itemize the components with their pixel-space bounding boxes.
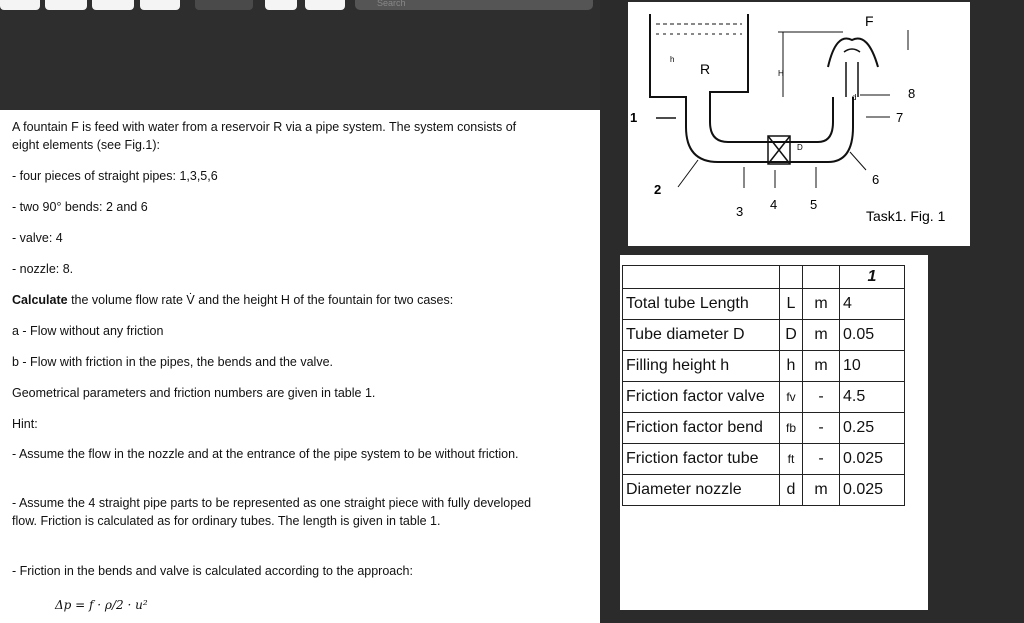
formula: Δp = f · ρ/2 · u² — [55, 598, 148, 612]
table-row — [623, 444, 905, 475]
toolbar — [0, 0, 600, 110]
table-row — [623, 475, 905, 506]
calculate-rest: the volume flow rate V̇ and the height H of the fountain for two cases: — [67, 293, 454, 307]
row-symbol: ft — [780, 444, 803, 475]
row-unit: m — [803, 351, 840, 382]
table-header-row — [623, 266, 905, 289]
hint-1: - Assume the flow in the nozzle and at the entrance of the pipe system to be without friction. — [12, 447, 519, 461]
row-name: Friction factor bend — [623, 413, 780, 444]
label-1: 1 — [630, 110, 638, 125]
document-page — [0, 110, 600, 623]
row-unit: - — [803, 413, 840, 444]
row-symbol: L — [780, 289, 803, 320]
search-input[interactable]: Search — [355, 0, 593, 10]
row-unit: - — [803, 382, 840, 413]
row-value: 4 — [840, 289, 905, 320]
label-F: F — [865, 13, 874, 29]
fountain-diagram — [628, 2, 970, 246]
hint-3: - Friction in the bends and valve is calculated according to the approach: — [12, 564, 413, 578]
row-name: Friction factor valve — [623, 382, 780, 413]
row-symbol: h — [780, 351, 803, 382]
label-H: H — [778, 69, 784, 78]
figure-panel — [628, 2, 970, 246]
label-5: 5 — [810, 197, 818, 212]
label-d: d — [852, 93, 857, 102]
row-symbol: fb — [780, 413, 803, 444]
zoom-out-button[interactable] — [45, 0, 87, 10]
table-row — [623, 289, 905, 320]
list-item: - nozzle: 8. — [12, 262, 74, 276]
label-h: h — [670, 55, 675, 64]
zoom-in-button[interactable] — [92, 0, 134, 10]
share-button[interactable] — [140, 0, 180, 10]
label-D: D — [797, 143, 803, 152]
hint-2: - Assume the 4 straight pipe parts to be represented as one straight piece with fully developed flow. Friction is calculated as for ordinary tubes. The length is given in table 1. — [12, 496, 532, 528]
calculate-text — [12, 291, 552, 309]
label-6: 6 — [872, 172, 880, 187]
label-7: 7 — [896, 110, 904, 125]
hint-title: Hint: — [12, 417, 38, 431]
sidebar-toggle-button[interactable] — [0, 0, 40, 10]
table-header-cell — [803, 266, 840, 289]
row-value: 4.5 — [840, 382, 905, 413]
label-R: R — [700, 61, 711, 77]
row-unit: m — [803, 320, 840, 351]
table-row — [623, 413, 905, 444]
label-3: 3 — [736, 204, 744, 219]
row-value: 0.025 — [840, 444, 905, 475]
table-row — [623, 320, 905, 351]
highlight-button[interactable] — [305, 0, 345, 10]
row-unit: m — [803, 475, 840, 506]
row-value: 0.25 — [840, 413, 905, 444]
list-item: - four pieces of straight pipes: 1,3,5,6 — [12, 169, 218, 183]
label-2: 2 — [654, 182, 662, 197]
edit-button[interactable] — [265, 0, 297, 10]
table-row — [623, 382, 905, 413]
label-8: 8 — [908, 86, 916, 101]
row-name: Diameter nozzle — [623, 475, 780, 506]
row-unit: m — [803, 289, 840, 320]
case-b: b - Flow with friction in the pipes, the bends and the valve. — [12, 355, 334, 369]
case-a: a - Flow without any friction — [12, 324, 164, 338]
row-name: Tube diameter D — [623, 320, 780, 351]
parameter-table — [622, 265, 905, 506]
table-header-cell — [623, 266, 780, 289]
list-item: - valve: 4 — [12, 231, 63, 245]
row-symbol: D — [780, 320, 803, 351]
markup-button[interactable] — [195, 0, 253, 10]
label-4: 4 — [770, 197, 778, 212]
row-symbol: fv — [780, 382, 803, 413]
row-name: Filling height h — [623, 351, 780, 382]
calculate-bold: Calculate — [12, 293, 68, 307]
geometry-text: Geometrical parameters and friction numbers are given in table 1. — [12, 386, 376, 400]
parameter-table-panel — [620, 255, 928, 610]
list-item: - two 90° bends: 2 and 6 — [12, 200, 148, 214]
intro-text: A fountain F is feed with water from a reservoir R via a pipe system. The system consists of eight elements (see Fig.1): — [12, 120, 517, 152]
row-value: 0.025 — [840, 475, 905, 506]
table-row — [623, 351, 905, 382]
row-symbol: d — [780, 475, 803, 506]
row-value: 10 — [840, 351, 905, 382]
figure-caption: Task1. Fig. 1 — [866, 208, 946, 224]
row-value: 0.05 — [840, 320, 905, 351]
row-unit: - — [803, 444, 840, 475]
table-header-cell — [780, 266, 803, 289]
row-name: Friction factor tube — [623, 444, 780, 475]
row-name: Total tube Length — [623, 289, 780, 320]
table-header-case: 1 — [840, 266, 905, 289]
